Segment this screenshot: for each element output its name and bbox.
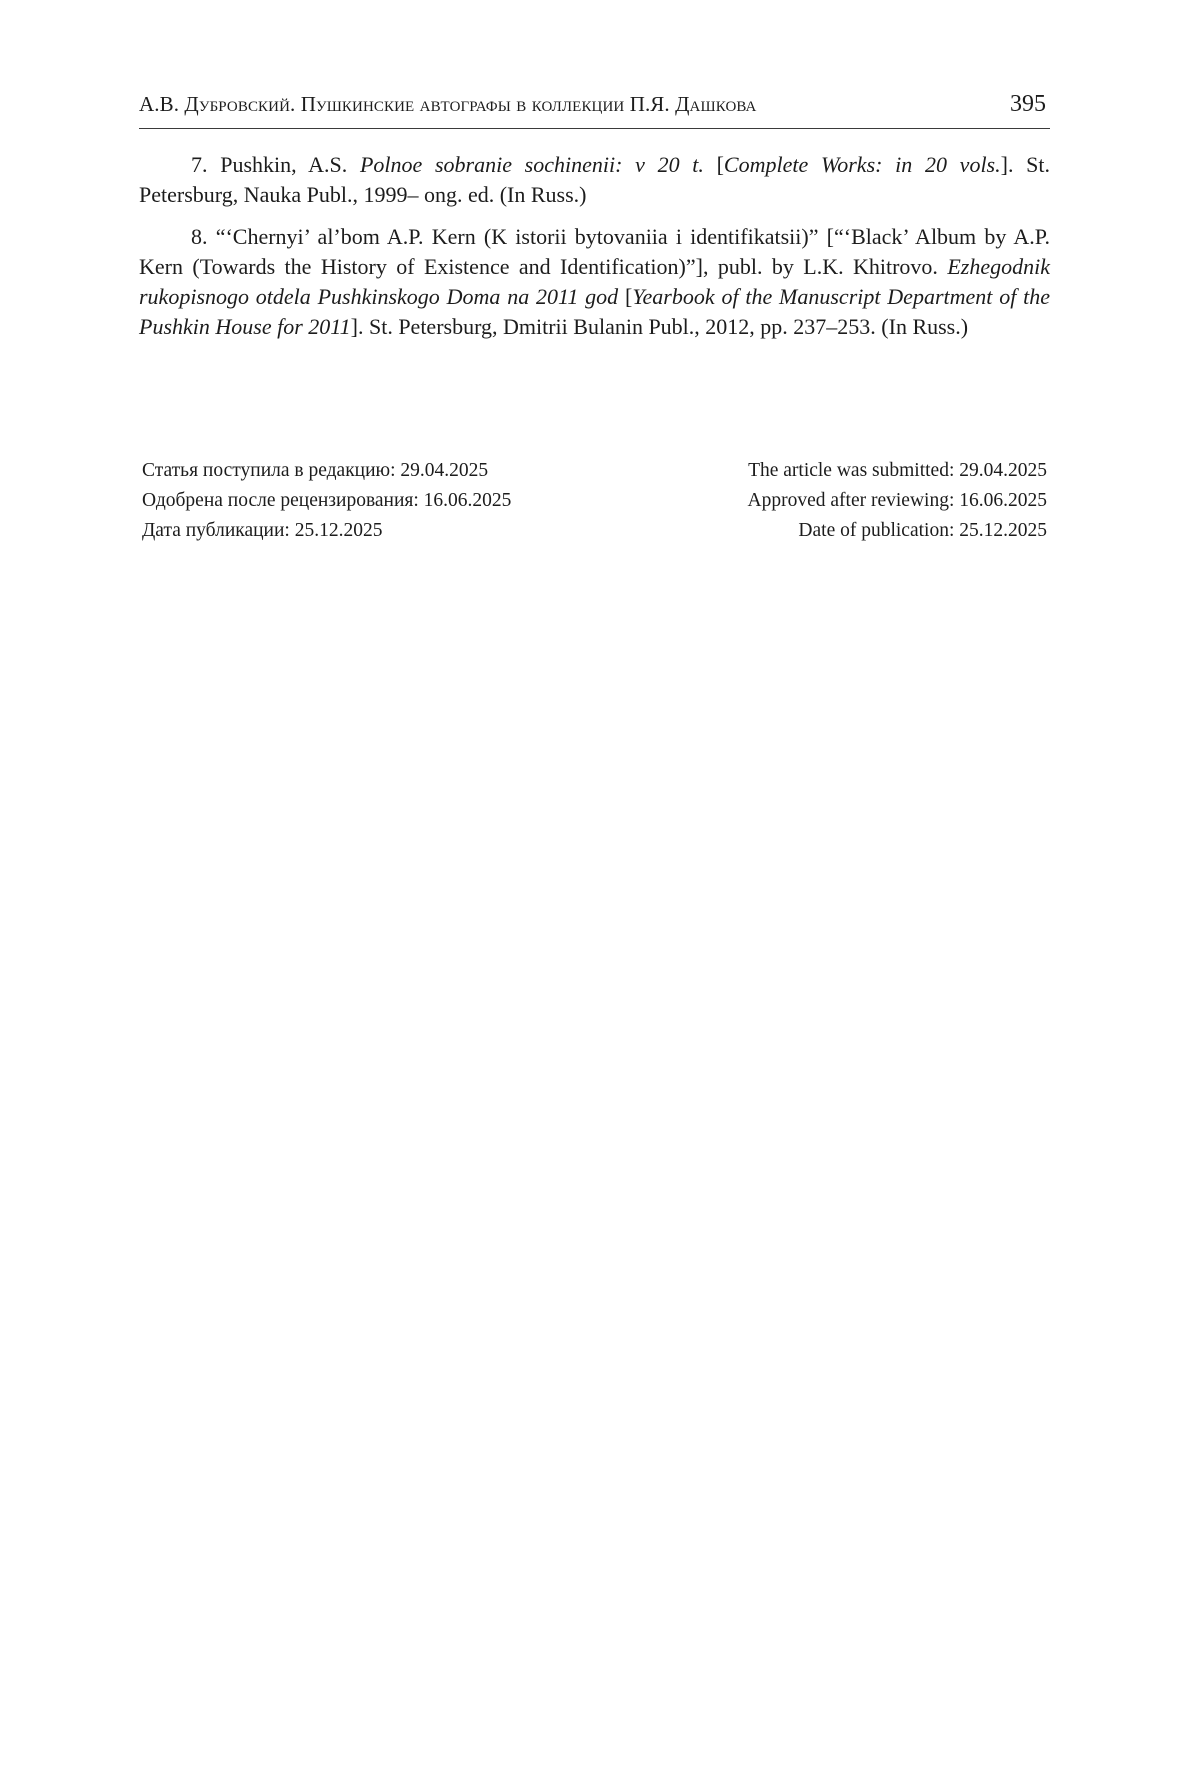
journal-page bbox=[139, 0, 1050, 1780]
publication-date-ru: Дата публикации: 25.12.2025 bbox=[142, 520, 383, 541]
reference-publication: ]. St. Petersburg, Nauka Publ., 1999– ong. ed. (In Russ.) bbox=[139, 152, 1050, 207]
reference-lead: “‘Chernyi’ al’bom A.P. Kern (K istorii bytovaniia i identifikatsii)” [“‘Black’ Album by A.P. Kern (Towards the History of Existence and Identification)”], publ. by L.K. Khitrovo. bbox=[139, 224, 1051, 279]
approved-date-en: Approved after reviewing: 16.06.2025 bbox=[747, 490, 1047, 511]
reference-number: 8. bbox=[191, 224, 208, 249]
reference-item-7 bbox=[139, 150, 1050, 210]
reference-author: Pushkin, A.S. bbox=[220, 152, 348, 177]
reference-bracket: [ bbox=[716, 152, 724, 177]
submission-dates-russian bbox=[142, 456, 511, 546]
submission-dates-english bbox=[748, 456, 1047, 546]
running-header bbox=[139, 88, 1050, 129]
page-number: 395 bbox=[1010, 91, 1046, 117]
header-title: А.В. Дубровский. Пушкинские автографы в коллекции П.Я. Дашкова bbox=[139, 92, 757, 116]
reference-translation: Yearbook of the Manuscript Department of the Pushkin House for 2011 bbox=[139, 284, 1050, 339]
received-date-ru: Статья поступила в редакцию: 29.04.2025 bbox=[142, 460, 489, 481]
reference-item-8 bbox=[139, 222, 1050, 342]
approved-date-ru: Одобрена после рецензирования: 16.06.2025 bbox=[142, 490, 512, 511]
reference-title: Ezhegodnik rukopisnogo otdela Pushkinskogo Doma na 2011 god bbox=[139, 254, 1050, 309]
reference-list bbox=[139, 150, 1050, 354]
submission-dates bbox=[142, 456, 1047, 546]
reference-translation: Complete Works: in 20 vols. bbox=[723, 152, 1001, 177]
reference-title: Polnoe sobranie sochinenii: v 20 t. bbox=[359, 152, 704, 177]
publication-date-en: Date of publication: 25.12.2025 bbox=[798, 520, 1047, 541]
reference-bracket: [ bbox=[625, 284, 633, 309]
reference-number: 7. bbox=[191, 152, 208, 177]
reference-publication: ]. St. Petersburg, Dmitrii Bulanin Publ., 2012, pp. 237–253. (In Russ.) bbox=[350, 314, 969, 339]
received-date-en: The article was submitted: 29.04.2025 bbox=[748, 460, 1047, 481]
